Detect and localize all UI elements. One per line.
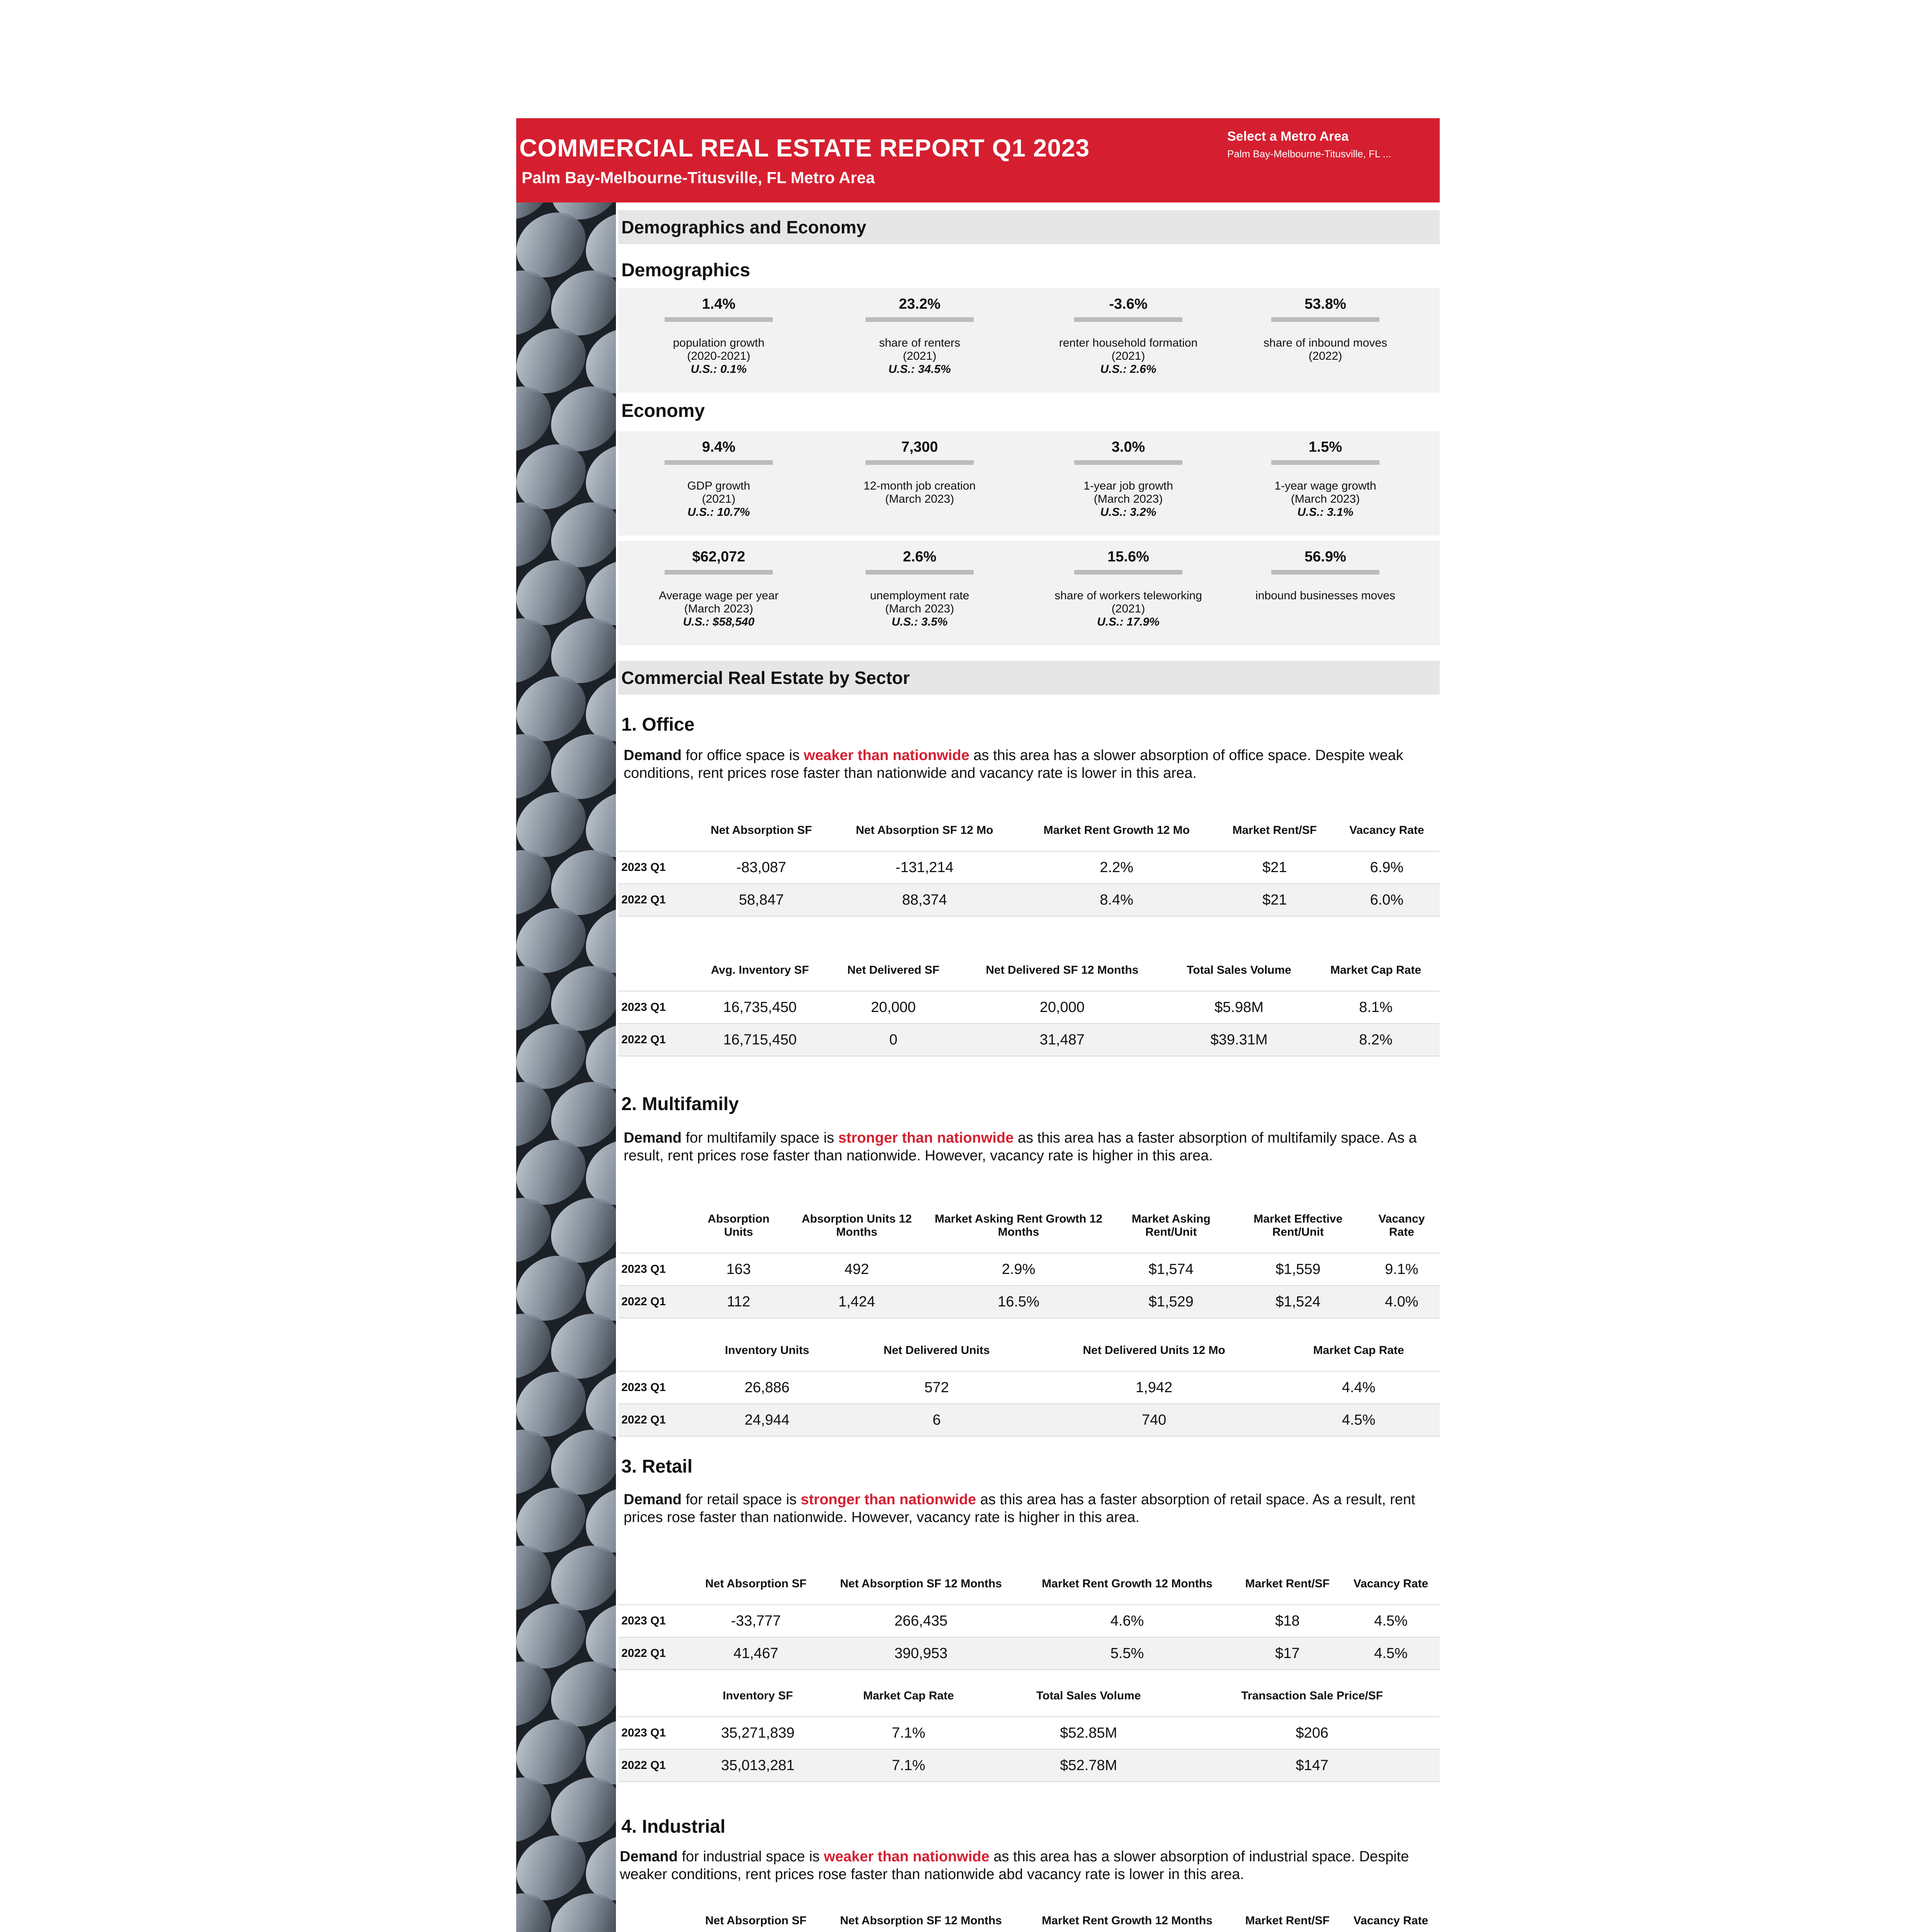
kpi-value: 9.4%: [702, 439, 736, 455]
kpi-period: (March 2023): [885, 602, 954, 615]
table-header: Market Rent Growth 12 Months: [1042, 1914, 1213, 1927]
demand-lead: Demand: [620, 1849, 678, 1865]
cylinder-pattern-image: [516, 202, 616, 1932]
table-header: Vacancy Rate: [1353, 1577, 1429, 1590]
kpi-value: 2.6%: [903, 549, 937, 565]
table-cell: $1,559: [1233, 1253, 1364, 1286]
table-cell: 390,953: [820, 1637, 1021, 1670]
table-header: Vacancy Rate: [1349, 824, 1424, 837]
table-cell: $1,529: [1109, 1286, 1233, 1318]
kpi-label: share of renters: [879, 337, 961, 349]
table-header: Net Delivered Units 12 Mo: [1083, 1344, 1225, 1357]
kpi-us-value: U.S.: 3.2%: [1100, 506, 1156, 519]
kpi-period: (2021): [903, 350, 937, 362]
table-row: [618, 1371, 1440, 1404]
table-header: Market Cap Rate: [1330, 964, 1422, 976]
table-cell: 4.6%: [1021, 1605, 1233, 1637]
row-label: 2022 Q1: [618, 1404, 691, 1436]
kpi-value: 1.5%: [1308, 439, 1342, 455]
row-label: 2023 Q1: [618, 1253, 691, 1286]
table-header: Net Delivered SF: [847, 964, 940, 976]
table-cell: 4.0%: [1364, 1286, 1440, 1318]
table-cell: 31,487: [958, 1024, 1166, 1056]
row-label: 2023 Q1: [618, 851, 691, 884]
multifamily-summary: [624, 1129, 1423, 1165]
kpi-period: (2020-2021): [687, 350, 750, 362]
kpi-us-value: U.S.: 3.5%: [891, 616, 948, 628]
table-cell: 0: [828, 1024, 958, 1056]
kpi-card: [1225, 288, 1426, 363]
table-header: Inventory Units: [724, 1344, 810, 1357]
retail-table-1: [618, 1577, 1440, 1670]
table-row: [618, 884, 1440, 916]
table-cell: $39.31M: [1166, 1024, 1312, 1056]
table-cell: $5.98M: [1166, 991, 1312, 1024]
report-page: [516, 118, 1440, 1932]
kpi-label: GDP growth: [687, 480, 750, 492]
kpi-card: [1028, 541, 1229, 629]
report-header: [516, 118, 1440, 202]
table-cell: $17: [1233, 1637, 1342, 1670]
table-cell: $52.85M: [993, 1717, 1184, 1749]
kpi-label: 1-year wage growth: [1274, 480, 1376, 492]
kpi-card: [618, 288, 819, 376]
multifamily-table-1: [618, 1213, 1440, 1318]
table-cell: -83,087: [691, 851, 831, 884]
table-cell: 572: [843, 1371, 1031, 1404]
kpi-bar: [866, 317, 974, 322]
kpi-bar: [1271, 570, 1379, 575]
table-corner: [618, 1344, 691, 1371]
table-cell: 163: [691, 1253, 786, 1286]
table-row: [618, 1717, 1440, 1749]
kpi-us-value: U.S.: 17.9%: [1097, 616, 1160, 628]
table-cell: 1,424: [786, 1286, 928, 1318]
table-cell: 8.2%: [1312, 1024, 1440, 1056]
table-cell: 1,942: [1031, 1371, 1277, 1404]
table-header: Net Delivered SF 12 Months: [986, 964, 1139, 976]
table-row: [618, 1024, 1440, 1056]
kpi-label: renter household formation: [1059, 337, 1198, 349]
kpi-period: (2021): [1111, 602, 1145, 615]
table-cell: 740: [1031, 1404, 1277, 1436]
table-header: Net Absorption SF: [705, 1914, 807, 1927]
kpi-bar: [1074, 317, 1182, 322]
kpi-bar: [665, 317, 773, 322]
kpi-us-value: U.S.: 34.5%: [888, 363, 951, 376]
table-header: Market Cap Rate: [863, 1689, 954, 1702]
table-header: Market Rent Growth 12 Months: [1042, 1577, 1213, 1590]
summary-text: as this area has a faster absorption of retail space. As a result, rent prices rose faster than nationwide. However, vacancy rate is higher in this area.: [624, 1492, 1415, 1526]
kpi-us-value: U.S.: 0.1%: [690, 363, 747, 376]
table-header: Market Effective Rent/Unit: [1253, 1213, 1343, 1238]
table-header: Net Absorption SF 12 Mo: [855, 824, 993, 837]
office-summary: [624, 747, 1423, 782]
kpi-label: population growth: [673, 337, 765, 349]
table-header: Total Sales Volume: [1187, 964, 1291, 976]
table-header: Net Absorption SF 12 Months: [840, 1914, 1002, 1927]
table-cell: 7.1%: [824, 1717, 993, 1749]
demand-highlight: weaker than nationwide: [823, 1849, 990, 1865]
table-header: Total Sales Volume: [1036, 1689, 1141, 1702]
metro-area-selector[interactable]: [1227, 129, 1428, 160]
table-cell: $147: [1184, 1749, 1440, 1782]
table-header: Net Absorption SF: [705, 1577, 807, 1590]
kpi-bar: [1074, 460, 1182, 465]
subhead-multifamily: 2. Multifamily: [621, 1094, 739, 1114]
table-cell: $18: [1233, 1605, 1342, 1637]
kpi-period: (2021): [702, 493, 736, 505]
kpi-card: [819, 541, 1020, 629]
kpi-card: [618, 541, 819, 629]
table-header: Market Rent Growth 12 Mo: [1043, 824, 1190, 837]
summary-text: as this area has a faster absorption of multifamily space. As a result, rent prices rose faster than nationwide. However, vacancy rate is higher in this area.: [624, 1130, 1417, 1164]
table-header: Net Absorption SF 12 Months: [840, 1577, 1002, 1590]
kpi-period: (2022): [1308, 350, 1342, 362]
table-header: Inventory SF: [723, 1689, 793, 1702]
table-row: [618, 851, 1440, 884]
table-cell: 35,013,281: [691, 1749, 824, 1782]
table-corner: [618, 824, 691, 851]
kpi-period: (March 2023): [1291, 493, 1360, 505]
table-row: [618, 1253, 1440, 1286]
retail-summary: [624, 1491, 1423, 1526]
row-label: 2022 Q1: [618, 1286, 691, 1318]
table-cell: 8.1%: [1312, 991, 1440, 1024]
table-cell: 2.2%: [1018, 851, 1216, 884]
table-cell: 24,944: [691, 1404, 843, 1436]
kpi-value: 7,300: [901, 439, 938, 455]
table-cell: $1,524: [1233, 1286, 1364, 1318]
subhead-industrial: 4. Industrial: [621, 1816, 726, 1837]
subhead-retail: 3. Retail: [621, 1456, 693, 1477]
kpi-bar: [1271, 460, 1379, 465]
summary-text: as this area has a slower absorption of industrial space. Despite weaker conditions, rent prices rose faster than nationwide abd vacancy rate is lower in this area.: [620, 1849, 1409, 1883]
kpi-card: [618, 431, 819, 519]
kpi-value: -3.6%: [1109, 296, 1148, 312]
table-cell: $21: [1216, 851, 1334, 884]
kpi-label: share of workers teleworking: [1054, 589, 1202, 602]
table-header: Avg. Inventory SF: [711, 964, 809, 976]
table-header: Absorption Units 12 Months: [801, 1213, 912, 1238]
kpi-card: [1028, 288, 1229, 376]
row-label: 2022 Q1: [618, 884, 691, 916]
table-header: Market Rent/SF: [1245, 1914, 1330, 1927]
row-label: 2023 Q1: [618, 1717, 691, 1749]
kpi-bar: [866, 570, 974, 575]
table-header: Market Asking Rent Growth 12 Months: [935, 1213, 1102, 1238]
section-commercial-real-estate: Commercial Real Estate by Sector: [618, 661, 1440, 695]
decorative-side-image: [516, 202, 616, 1932]
table-cell: 5.5%: [1021, 1637, 1233, 1670]
table-cell: $21: [1216, 884, 1334, 916]
table-header: Net Absorption SF: [711, 824, 812, 837]
table-cell: 58,847: [691, 884, 831, 916]
table-cell: -131,214: [831, 851, 1017, 884]
kpi-card: [819, 288, 1020, 376]
kpi-value: 53.8%: [1304, 296, 1346, 312]
table-cell: 7.1%: [824, 1749, 993, 1782]
table-header: Net Delivered Units: [883, 1344, 990, 1357]
table-corner: [618, 1689, 691, 1717]
kpi-label: inbound businesses moves: [1255, 589, 1395, 602]
summary-text: for multifamily space is: [681, 1130, 838, 1146]
report-title: COMMERCIAL REAL ESTATE REPORT Q1 2023: [519, 134, 1090, 162]
table-corner: [618, 1577, 691, 1605]
kpi-label: unemployment rate: [870, 589, 969, 602]
table-cell: 9.1%: [1364, 1253, 1440, 1286]
subhead-office: 1. Office: [621, 714, 695, 735]
kpi-label: share of inbound moves: [1263, 337, 1388, 349]
kpi-label: Average wage per year: [659, 589, 779, 602]
table-cell: 266,435: [820, 1605, 1021, 1637]
table-row: [618, 1286, 1440, 1318]
kpi-period: (March 2023): [684, 602, 753, 615]
multifamily-table-2: [618, 1344, 1440, 1437]
table-cell: $52.78M: [993, 1749, 1184, 1782]
kpi-value: $62,072: [692, 549, 745, 565]
table-cell: $206: [1184, 1717, 1440, 1749]
table-row: [618, 1605, 1440, 1637]
table-cell: 8.4%: [1018, 884, 1216, 916]
row-label: 2022 Q1: [618, 1749, 691, 1782]
table-header: Absorption Units: [707, 1213, 770, 1238]
table-cell: 4.5%: [1342, 1637, 1440, 1670]
economy-kpi-row-1: [618, 431, 1440, 536]
row-label: 2023 Q1: [618, 1605, 691, 1637]
kpi-bar: [866, 460, 974, 465]
table-cell: 4.4%: [1277, 1371, 1440, 1404]
table-cell: $1,574: [1109, 1253, 1233, 1286]
subhead-demographics: Demographics: [621, 260, 750, 281]
demand-highlight: stronger than nationwide: [838, 1130, 1014, 1146]
kpi-bar: [665, 460, 773, 465]
table-header: Market Cap Rate: [1313, 1344, 1404, 1357]
demand-lead: Demand: [624, 1492, 682, 1508]
table-cell: 20,000: [958, 991, 1166, 1024]
industrial-table-1: [618, 1914, 1440, 1932]
metro-select-label: Select a Metro Area: [1227, 129, 1349, 144]
kpi-bar: [1271, 317, 1379, 322]
kpi-bar: [665, 570, 773, 575]
table-row: [618, 1637, 1440, 1670]
table-cell: 16.5%: [928, 1286, 1110, 1318]
table-corner: [618, 964, 691, 991]
summary-text: for office space is: [681, 747, 804, 764]
demographics-kpi-row: [618, 288, 1440, 393]
kpi-card: [1225, 431, 1426, 519]
kpi-period: (March 2023): [1094, 493, 1163, 505]
kpi-card: [1028, 431, 1229, 519]
kpi-label: 1-year job growth: [1083, 480, 1173, 492]
table-header: Vacancy Rate: [1353, 1914, 1429, 1927]
table-header: Market Rent/SF: [1245, 1577, 1330, 1590]
table-corner: [618, 1213, 691, 1253]
table-corner: [618, 1914, 691, 1932]
demand-highlight: stronger than nationwide: [801, 1492, 976, 1508]
kpi-value: 23.2%: [899, 296, 940, 312]
kpi-label: 12-month job creation: [863, 480, 976, 492]
kpi-card: [1225, 541, 1426, 602]
kpi-us-value: U.S.: 2.6%: [1100, 363, 1156, 376]
kpi-period: (March 2023): [885, 493, 954, 505]
demand-lead: Demand: [624, 1130, 682, 1146]
summary-text: for industrial space is: [677, 1849, 824, 1865]
section-demographics-economy: Demographics and Economy: [618, 210, 1440, 244]
table-cell: -33,777: [691, 1605, 820, 1637]
table-row: [618, 1404, 1440, 1436]
kpi-us-value: U.S.: $58,540: [683, 616, 755, 628]
kpi-value: 3.0%: [1111, 439, 1145, 455]
kpi-card: [819, 431, 1020, 506]
table-cell: 41,467: [691, 1637, 820, 1670]
table-cell: 2.9%: [928, 1253, 1110, 1286]
table-cell: 88,374: [831, 884, 1017, 916]
kpi-value: 56.9%: [1304, 549, 1346, 565]
row-label: 2023 Q1: [618, 991, 691, 1024]
table-cell: 6: [843, 1404, 1031, 1436]
table-cell: 16,715,450: [691, 1024, 828, 1056]
industrial-summary: [620, 1848, 1420, 1883]
row-label: 2022 Q1: [618, 1637, 691, 1670]
summary-text: for retail space is: [681, 1492, 801, 1508]
kpi-us-value: U.S.: 3.1%: [1297, 506, 1354, 519]
table-cell: 26,886: [691, 1371, 843, 1404]
retail-table-2: [618, 1689, 1440, 1782]
kpi-period: (2021): [1111, 350, 1145, 362]
table-cell: 112: [691, 1286, 786, 1318]
table-cell: 6.0%: [1334, 884, 1440, 916]
demand-highlight: weaker than nationwide: [804, 747, 969, 764]
table-cell: 492: [786, 1253, 928, 1286]
metro-area-subtitle: Palm Bay-Melbourne-Titusville, FL Metro Area: [522, 168, 875, 187]
table-header: Transaction Sale Price/SF: [1241, 1689, 1383, 1702]
table-row: [618, 1749, 1440, 1782]
economy-kpi-row-2: [618, 541, 1440, 645]
row-label: 2023 Q1: [618, 1371, 691, 1404]
office-table-1: [618, 824, 1440, 917]
kpi-value: 1.4%: [702, 296, 736, 312]
table-header: Market Rent/SF: [1232, 824, 1317, 837]
table-cell: 4.5%: [1342, 1605, 1440, 1637]
table-row: [618, 991, 1440, 1024]
kpi-us-value: U.S.: 10.7%: [687, 506, 750, 519]
demand-lead: Demand: [624, 747, 682, 764]
subhead-economy: Economy: [621, 401, 705, 421]
summary-text: as this area has a slower absorption of office space. Despite weak conditions, rent prices rose faster than nationwide and vacancy rate is lower in this area.: [624, 747, 1403, 781]
table-cell: 16,735,450: [691, 991, 828, 1024]
metro-select-value[interactable]: Palm Bay-Melbourne-Titusville, FL ...: [1227, 148, 1391, 160]
row-label: 2022 Q1: [618, 1024, 691, 1056]
table-cell: 4.5%: [1277, 1404, 1440, 1436]
table-header: Market Asking Rent/Unit: [1131, 1213, 1211, 1238]
table-cell: 35,271,839: [691, 1717, 824, 1749]
kpi-bar: [1074, 570, 1182, 575]
table-cell: 6.9%: [1334, 851, 1440, 884]
kpi-value: 15.6%: [1107, 549, 1149, 565]
table-header: Vacancy Rate: [1378, 1213, 1425, 1238]
table-cell: 20,000: [828, 991, 958, 1024]
office-table-2: [618, 964, 1440, 1056]
